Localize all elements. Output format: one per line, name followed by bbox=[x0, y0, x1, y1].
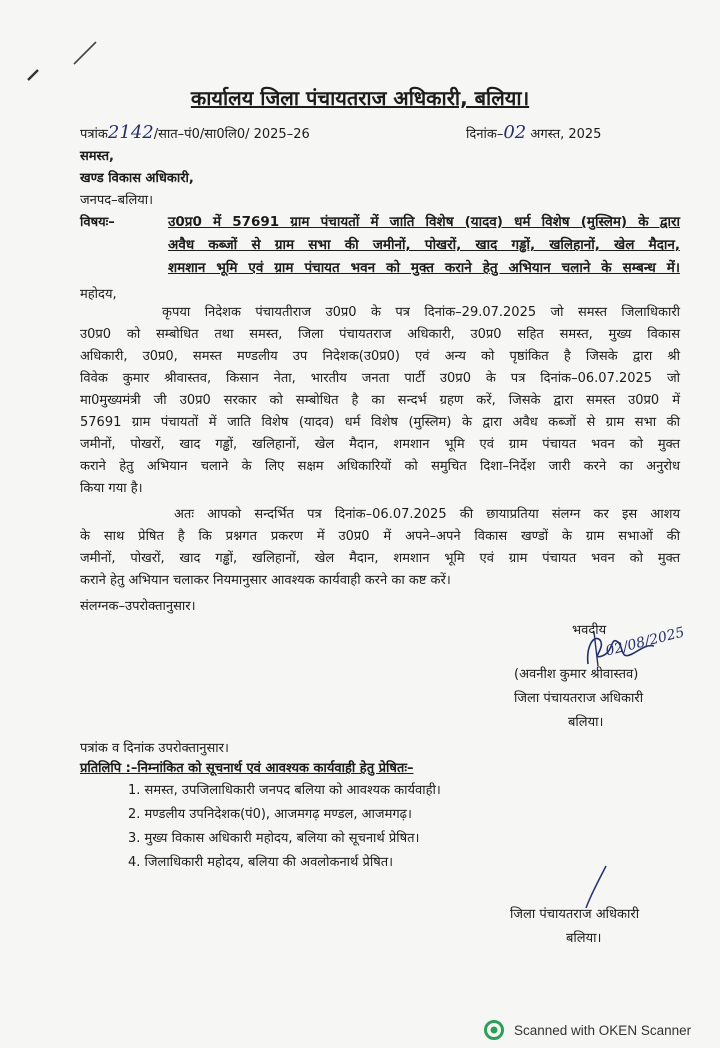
salutation: महोदय, bbox=[80, 287, 117, 302]
body-line: कराने हेतु अभियान चलाकर नियमानुसार आवश्यक कार्यवाही करने का कष्ट करें। bbox=[80, 573, 451, 588]
addressee-line-3: जनपद–बलिया। bbox=[80, 193, 154, 208]
date-line bbox=[466, 122, 601, 143]
signature-date-handwritten: 02/08/2025 bbox=[604, 624, 687, 660]
closing-text: भवदीय bbox=[572, 623, 607, 638]
addressee-line-2: खण्ड विकास अधिकारी, bbox=[80, 171, 194, 186]
signatory-place: बलिया। bbox=[568, 715, 604, 730]
subject-block bbox=[168, 212, 680, 281]
ref-number-handwritten: 2142 bbox=[107, 122, 154, 143]
body-line: उ0प्र0 को सम्बोधित तथा समस्त, जिला पंचायतराज अधिकारी, उ0प्र0 सहित समस्त, मुख्य विकास bbox=[80, 327, 680, 342]
subject-line: अवैध कब्जों से ग्राम सभा की जमीनों, पोखरों, खाद गड्ढों, खलिहानों, खेल मैदान, bbox=[168, 237, 680, 253]
enclosure-line: संलग्नक–उपरोक्तानुसार। bbox=[80, 599, 196, 614]
subject-label: विषयः– bbox=[80, 215, 115, 230]
body-paragraph-1 bbox=[80, 302, 680, 500]
body-line: 57691 ग्राम पंचायतों में जाति विशेष (यादव) धर्म विशेष (मुस्लिम) के द्वारा अवैध कब्जों से ग्राम सभा की bbox=[80, 415, 680, 430]
copy-place: बलिया। bbox=[566, 931, 602, 946]
body-paragraph-2 bbox=[80, 504, 680, 592]
scanner-watermark bbox=[484, 1018, 691, 1042]
copy-list-item: 3. मुख्य विकास अधिकारी महोदय, बलिया को सूचनार्थ प्रेषित। bbox=[128, 831, 420, 846]
copy-list-item: 4. जिलाधिकारी महोदय, बलिया की अवलोकनार्थ प्रेषित। bbox=[128, 855, 394, 870]
date-rest: अगस्त, 2025 bbox=[530, 127, 602, 142]
subject-line: शमशान भूमि एवं ग्राम पंचायत भवन को मुक्त कराने हेतु अभियान चलाने के सम्बन्ध में। bbox=[168, 260, 680, 276]
ref-code: /सात–पं0/सा0लि0/ 2025–26 bbox=[153, 127, 310, 142]
body-line: विवेक कुमार श्रीवास्तव, किसान नेता, भारतीय जनता पार्टी उ0प्र0 के पत्र दिनांक–06.07.2025 जो bbox=[80, 371, 680, 386]
date-day-handwritten: 02 bbox=[503, 122, 527, 143]
pen-stroke-mark bbox=[26, 66, 42, 82]
copy-list-item: 1. समस्त, उपजिलाधिकारी जनपद बलिया को आवश्यक कार्यवाही। bbox=[128, 783, 441, 798]
oken-scanner-logo-icon bbox=[484, 1020, 504, 1040]
body-line: मा0मुख्यमंत्री जी उ0प्र0 सरकार को सम्बोधित है का सन्दर्भ ग्रहण करें, जिसके द्वारा समस्त उ0प्र0 में bbox=[80, 393, 680, 408]
body-line: जमीनों, पोखरों, खाद गड्ढों, खलिहानों, खेल मैदान, शमशान भूमि एवं ग्राम पंचायत भवन को मुक्त bbox=[80, 437, 680, 452]
copy-ref-line: पत्रांक व दिनांक उपरोक्तानुसार। bbox=[80, 741, 229, 756]
date-label: दिनांक– bbox=[466, 127, 504, 142]
body-line: कृपया निदेशक पंचायतीराज उ0प्र0 के पत्र दिनांक–29.07.2025 जो समस्त जिलाधिकारी bbox=[162, 305, 680, 320]
body-line: अतः आपको सन्दर्भित पत्र दिनांक–06.07.2025 की छायाप्रतिया संलग्न कर इस आशय bbox=[174, 507, 680, 522]
body-line: के साथ प्रेषित है कि प्रश्नगत प्रकरण में उ0प्र0 में अपने–अपने विकास खण्डों के ग्राम सभाओं की bbox=[80, 529, 680, 544]
copy-list-item: 2. मण्डलीय उपनिदेशक(पं0), आजमगढ़ मण्डल, आजमगढ़। bbox=[128, 807, 412, 822]
reference-line bbox=[80, 122, 310, 143]
office-title: कार्यालय जिला पंचायतराज अधिकारी, बलिया। bbox=[190, 86, 530, 110]
pen-stroke-mark bbox=[70, 38, 100, 68]
body-line: किया गया है। bbox=[80, 481, 143, 496]
signatory-designation: जिला पंचायतराज अधिकारी bbox=[514, 691, 644, 706]
body-line: कराने हेतु अभियान चलाने के लिए सक्षम अधिकारियों को समुचित दिशा–निर्देश जारी करने का अनुरोध bbox=[80, 459, 680, 474]
body-line: जमीनों, पोखरों, खाद गड्ढों, खलिहानों, खेल मैदान, शमशान भूमि एवं ग्राम पंचायत भवन को मुक्त bbox=[80, 551, 680, 566]
scanner-text: Scanned with OKEN Scanner bbox=[514, 1022, 692, 1038]
signatory-name: (अवनीश कुमार श्रीवास्तव) bbox=[514, 667, 639, 682]
ref-label: पत्रांक bbox=[80, 127, 108, 142]
body-line: अधिकारी, उ0प्र0, समस्त मण्डलीय उप निदेशक(उ0प्र0) एवं अन्य को पृष्ठांकित है जिसके द्वारा श्री bbox=[80, 349, 680, 364]
copy-heading: प्रतिलिपि :–निम्नांकित को सूचनार्थ एवं आवश्यक कार्यवाही हेतु प्रेषितः– bbox=[80, 761, 414, 776]
subject-line: उ0प्र0 में 57691 ग्राम पंचायतों में जाति विशेष (यादव) धर्म विशेष (मुस्लिम) के द्वारा bbox=[168, 214, 680, 230]
addressee-line-1: समस्त, bbox=[80, 149, 114, 164]
copy-designation: जिला पंचायतराज अधिकारी bbox=[510, 907, 640, 922]
